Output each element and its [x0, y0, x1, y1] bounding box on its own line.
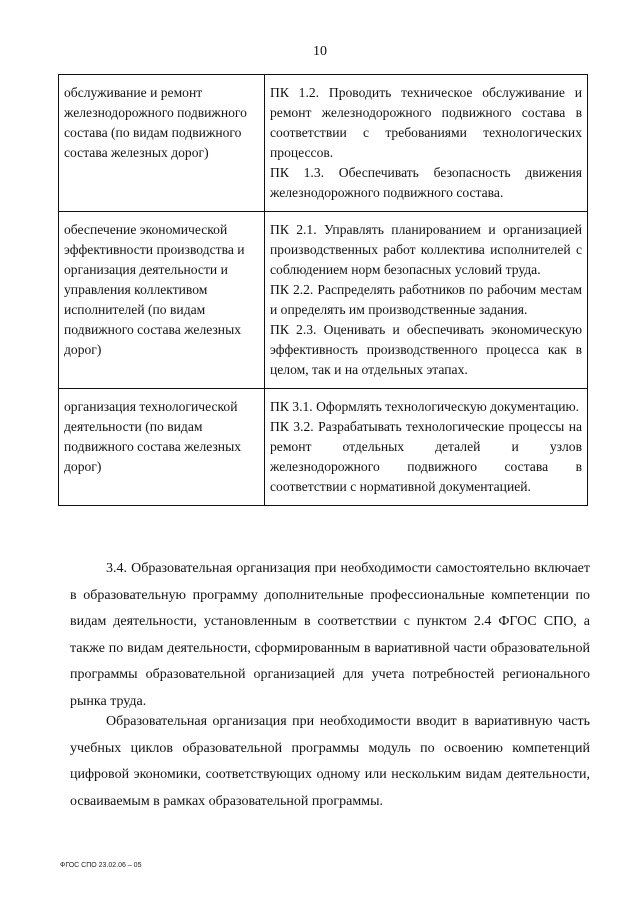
competency-item: ПК 3.2. Разрабатывать технологические процессы на ремонт отдельных деталей и узлов железнодорожного подвижного состава в соответствии с нормативной документацией. — [270, 419, 582, 494]
competency-item: ПК 2.1. Управлять планированием и организацией производственных работ коллектива исполнителей с соблюдением норм безопасных условий труда. — [270, 222, 582, 277]
competencies-cell — [265, 75, 588, 212]
competency-item: ПК 2.3. Оценивать и обеспечивать экономическую эффективность производственного процесса как в целом, так и на отдельных этапах. — [270, 322, 582, 377]
competencies-cell — [265, 212, 588, 389]
competency-item: ПК 1.2. Проводить техническое обслуживание и ремонт железнодорожного подвижного состава в соответствии с требованиями технологических процессов. — [270, 85, 582, 160]
activity-cell: организация технологической деятельности (по видам подвижного состава железных дорог) — [59, 389, 265, 506]
paragraph-3-4: 3.4. Образовательная организация при необходимости самостоятельно включает в образовательную программу дополнительные профессиональные компетенции по видам деятельности, установленным в соответствии с пунктом 2.4 ФГОС СПО, а также по видам деятельности, сформированным в вариативной части образовательной программы образовательной организацией для учета потребностей регионального рынка труда. — [70, 561, 590, 709]
document-footer: ФГОС СПО 23.02.06 – 05 — [60, 862, 142, 869]
competency-item: ПК 3.1. Оформлять технологическую документацию. — [270, 399, 580, 414]
competency-item: ПК 1.3. Обеспечивать безопасность движения железнодорожного подвижного состава. — [270, 165, 582, 200]
table-row — [59, 75, 588, 212]
competencies-cell — [265, 389, 588, 506]
page-number: 10 — [313, 44, 327, 59]
competency-item: ПК 2.2. Распределять работников по рабочим местам и определять им производственные задания. — [270, 282, 582, 317]
table-row — [59, 389, 588, 506]
competencies-table — [58, 74, 588, 506]
paragraph-digital-economy: Образовательная организация при необходимости вводит в вариативную часть учебных циклов образовательной программы модуль по освоению компетенций цифровой экономики, соответствующих одному или нескольким видам деятельности, осваиваемым в рамках образовательной программы. — [70, 714, 590, 809]
table-row — [59, 212, 588, 389]
activity-cell: обслуживание и ремонт железнодорожного подвижного состава (по видам подвижного состава железных дорог) — [59, 75, 265, 212]
activity-cell: обеспечение экономической эффективности производства и организация деятельности и управления коллективом исполнителей (по видам подвижного состава железных дорог) — [59, 212, 265, 389]
